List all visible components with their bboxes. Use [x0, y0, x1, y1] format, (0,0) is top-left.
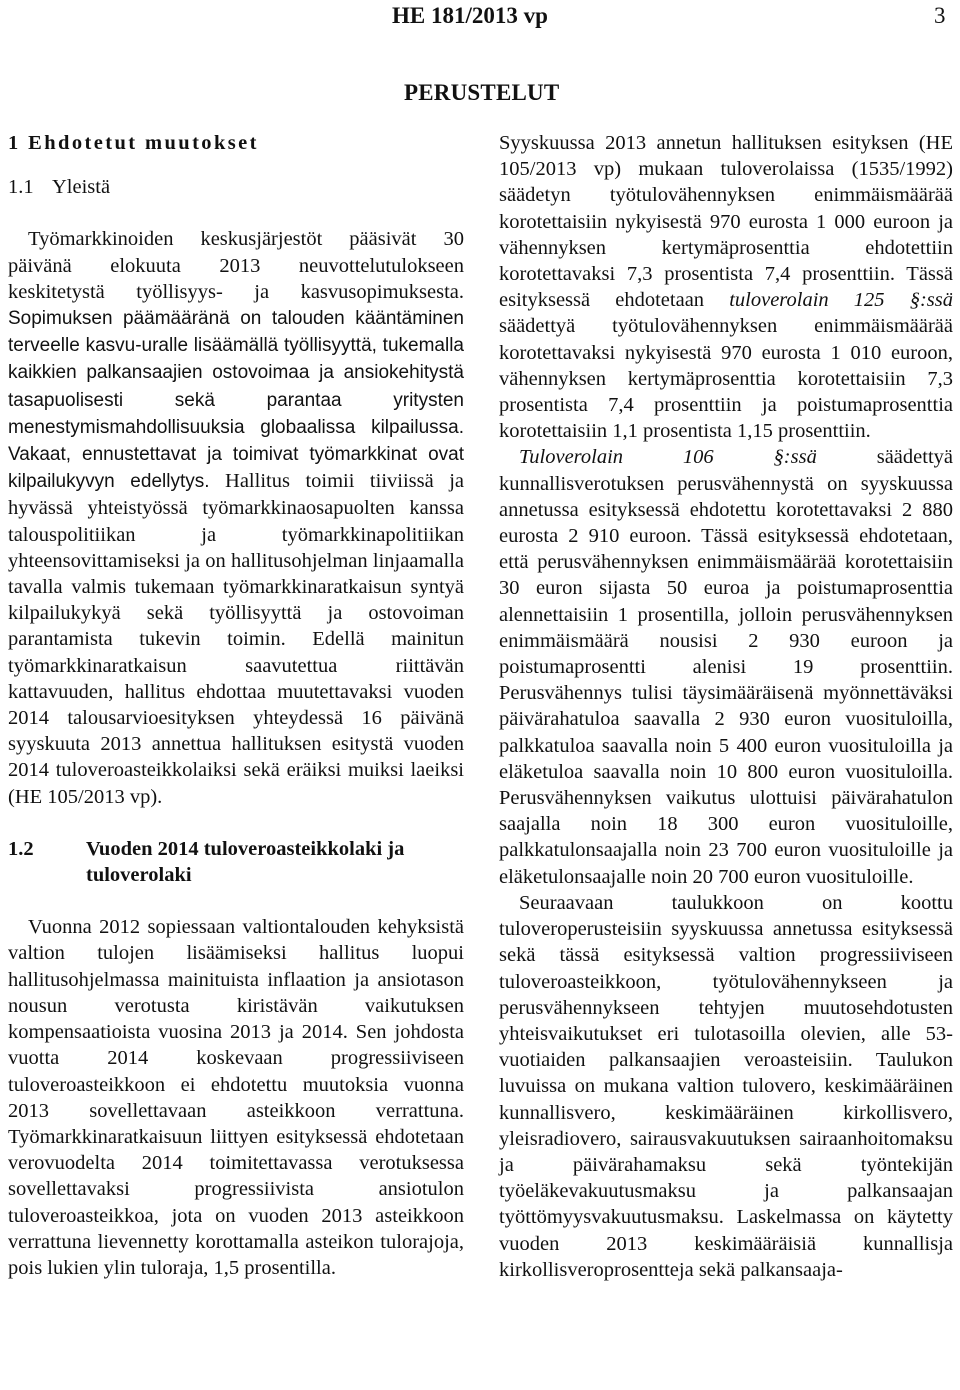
heading-yleista [8, 174, 464, 200]
page-number: 3 [934, 3, 946, 28]
paragraph-tyotulovahennys [499, 130, 953, 444]
heading-text: Vuoden 2014 tuloveroasteikkolaki ja tuloverolaki [86, 837, 405, 887]
paragraph-text-sans: Sopimuksen päämääränä on talouden kääntäminen terveelle kasvu-uralle lisäämällä työllisyyttä, tukemalla kaikkien palkansaajien ostovoimaa ja ansiokehitystä tasapuolisesti sekä parantaa yritysten menestymismahdollisuuksia globaalissa kilpailussa. Vakaat, ennustettavat ja toimivat työmarkkinat ovat kilpailukyvyn edellytys. [8, 308, 464, 493]
law-reference: Tuloverolain 106 §:ssä [519, 446, 817, 469]
paragraph-perusvahennys [499, 444, 953, 889]
heading-text: Yleistä [52, 176, 111, 199]
paragraph-taulukko: Seuraavaan taulukkoon on koottu tuloveroperusteisiin syyskuussa annetussa esityksessä sekä tässä esityksessä valtion progressiiviseen tuloveroasteikkoon, työtulovähennykseen ja perusvähennykseen tehtyjen muutosehdotusten yhteisvaikutukset eri tulotasoilla olevien, alle 53-vuotiaiden palkansaajien veroasteisiin. Taulukon luvuissa on mukana valtion tulovero, keskimääräinen kunnallisvero, keskimääräinen kirkollisvero, yleisradiovero, sairausvakuutuksen sairaanhoitomaksu ja päivärahamaksu sekä työntekijän työeläkevakuutusmaksu ja palkansaajan työttömyysvakuutusmaksu. Laskelmassa on käytetty vuoden 2013 keskimääräisiä kunnallisja kirkollisveroprosentteja sekä palkansaaja- [499, 891, 953, 1281]
running-title: HE 181/2013 vp [392, 3, 548, 28]
heading-number: 1.1 [8, 176, 34, 199]
paragraph-text: säädettyä työtulovähennyksen enimmäismäärää korotettavaksi nykyisestä 970 eurosta 1 010 euroon, vähennyksen kertymäprosenttia korotettaisiin 7,3 prosentista 7,4 prosenttiin ja poistumaprosenttia korotettaisiin 1,1 prosentista 1,15 prosenttiin. [499, 315, 953, 443]
heading-tuloveroasteikkolaki [8, 836, 464, 888]
heading-number: 1.2 [8, 837, 34, 860]
paragraph-yleista [8, 226, 464, 809]
paragraph-tuloveroasteikko: Vuonna 2012 sopiessaan valtiontalouden kehyksistä valtion tulojen lisäämiseksi hallitus luopui hallitusohjelmassa mainituista inflaation ja ansiotason nousun verotusta kiristävän vaikutuksen kompensaatioista vuosina 2013 ja 2014. Sen johdosta vuotta 2014 koskevaan progressiiviseen tuloveroasteikkoon ei ehdotettu muutoksia vuonna 2013 sovellettavaan asteikkoon verrattuna. Työmarkkinaratkaisuun liittyen esityksessä ehdotetaan verovuodelta 2014 toimitettavassa verotuksessa sovellettavaksi progressiivista ansiotulon tuloveroasteikkoa, jota on vuoden 2013 asteikkoon verrattuna lievennetty korottamalla asteikon tulorajoja, pois lukien ylin tuloraja, 1,5 prosentilla. [8, 916, 464, 1279]
paragraph-text: Syyskuussa 2013 annetun hallituksen esityksen (HE 105/2013 vp) mukaan tuloverolaissa (1535/1992) säädetyn työtulovähennyksen enimmäismäärää korotettaisiin nykyisestä 970 eurosta 1 000 euroon ja vähennyksen kertymäprosenttia ehdotettiin korotettavaksi 7,3 prosentista 7,4 prosenttiin. Tässä esityksessä ehdotetaan [499, 132, 953, 312]
paragraph-text: Edellä mainitun työmarkkinaratkaisun saavutettua riittävän kattavuuden, hallitus ehdottaa muutettavaksi vuoden 2014 talousarvioesityksen yhteydessä 16 päivänä syyskuuta 2013 annettua hallituksen esitystä vuoden 2014 tuloveroasteikkolaiksi sekä eräiksi muiksi laeiksi (HE 105/2013 vp). [8, 628, 464, 808]
law-reference: tuloverolain 125 §:ssä [729, 289, 953, 312]
right-column [499, 130, 953, 1283]
paragraph-text: säädettyä kunnallisverotuksen perusvähennystä on syyskuussa annetussa esityksessä ehdotettu korotettavaksi 2 880 eurosta 2 910 euroon. Tässä esityksessä ehdotetaan, että perusvähennyksen enimmäismäärää korotettaisiin 30 euron sijasta 50 euroa ja poistumaprosenttia alennettaisiin 1 prosentilla, jolloin perusvähennyksen enimmäismäärä nousisi 2 930 euroon ja poistumaprosentti alenisi 19 prosenttiin. Perusvähennys tulisi täysimääräisenä myönnettäväksi päivärahatuloa saavalla 2 930 euron vuosituloilla, palkkatuloa saavalla noin 5 400 euron vuosituloilla ja eläketuloa saavalla noin 10 800 euron vuosituloilla. Perusvähennyksen vaikutus ulottuisi päivärahatulon saajalla noin 18 300 euron vuosituloille, palkkatulonsaajalla noin 23 700 euron vuosituloille ja eläketulonsaajalle noin 20 700 euron vuosituloille. [499, 446, 953, 888]
heading-ehdotetut-muutokset: 1 Ehdotetut muutokset [8, 132, 259, 154]
section-title: PERUSTELUT [404, 80, 560, 105]
paragraph-text: Työmarkkinoiden keskusjärjestöt pääsivät 30 päivänä elokuuta 2013 neuvottelutulokseen keskitetystä työllisyys- ja kasvusopimuksesta. [8, 228, 464, 303]
left-column [8, 130, 464, 1281]
paragraph-text: Hallitus toimii tiiviissä ja hyvässä yhteistyössä työmarkkinaosapuolten kanssa talouspolitiikan ja työmarkkinapolitiikan yhteensovittamiseksi ja on hallitusohjelman linjaamalla tavalla valmis tukemaan työmarkkinaratkaisun syntyä kilpailukykyä sekä työllisyyttä ja ostovoiman parantamista tukevin toimin. [8, 470, 465, 651]
